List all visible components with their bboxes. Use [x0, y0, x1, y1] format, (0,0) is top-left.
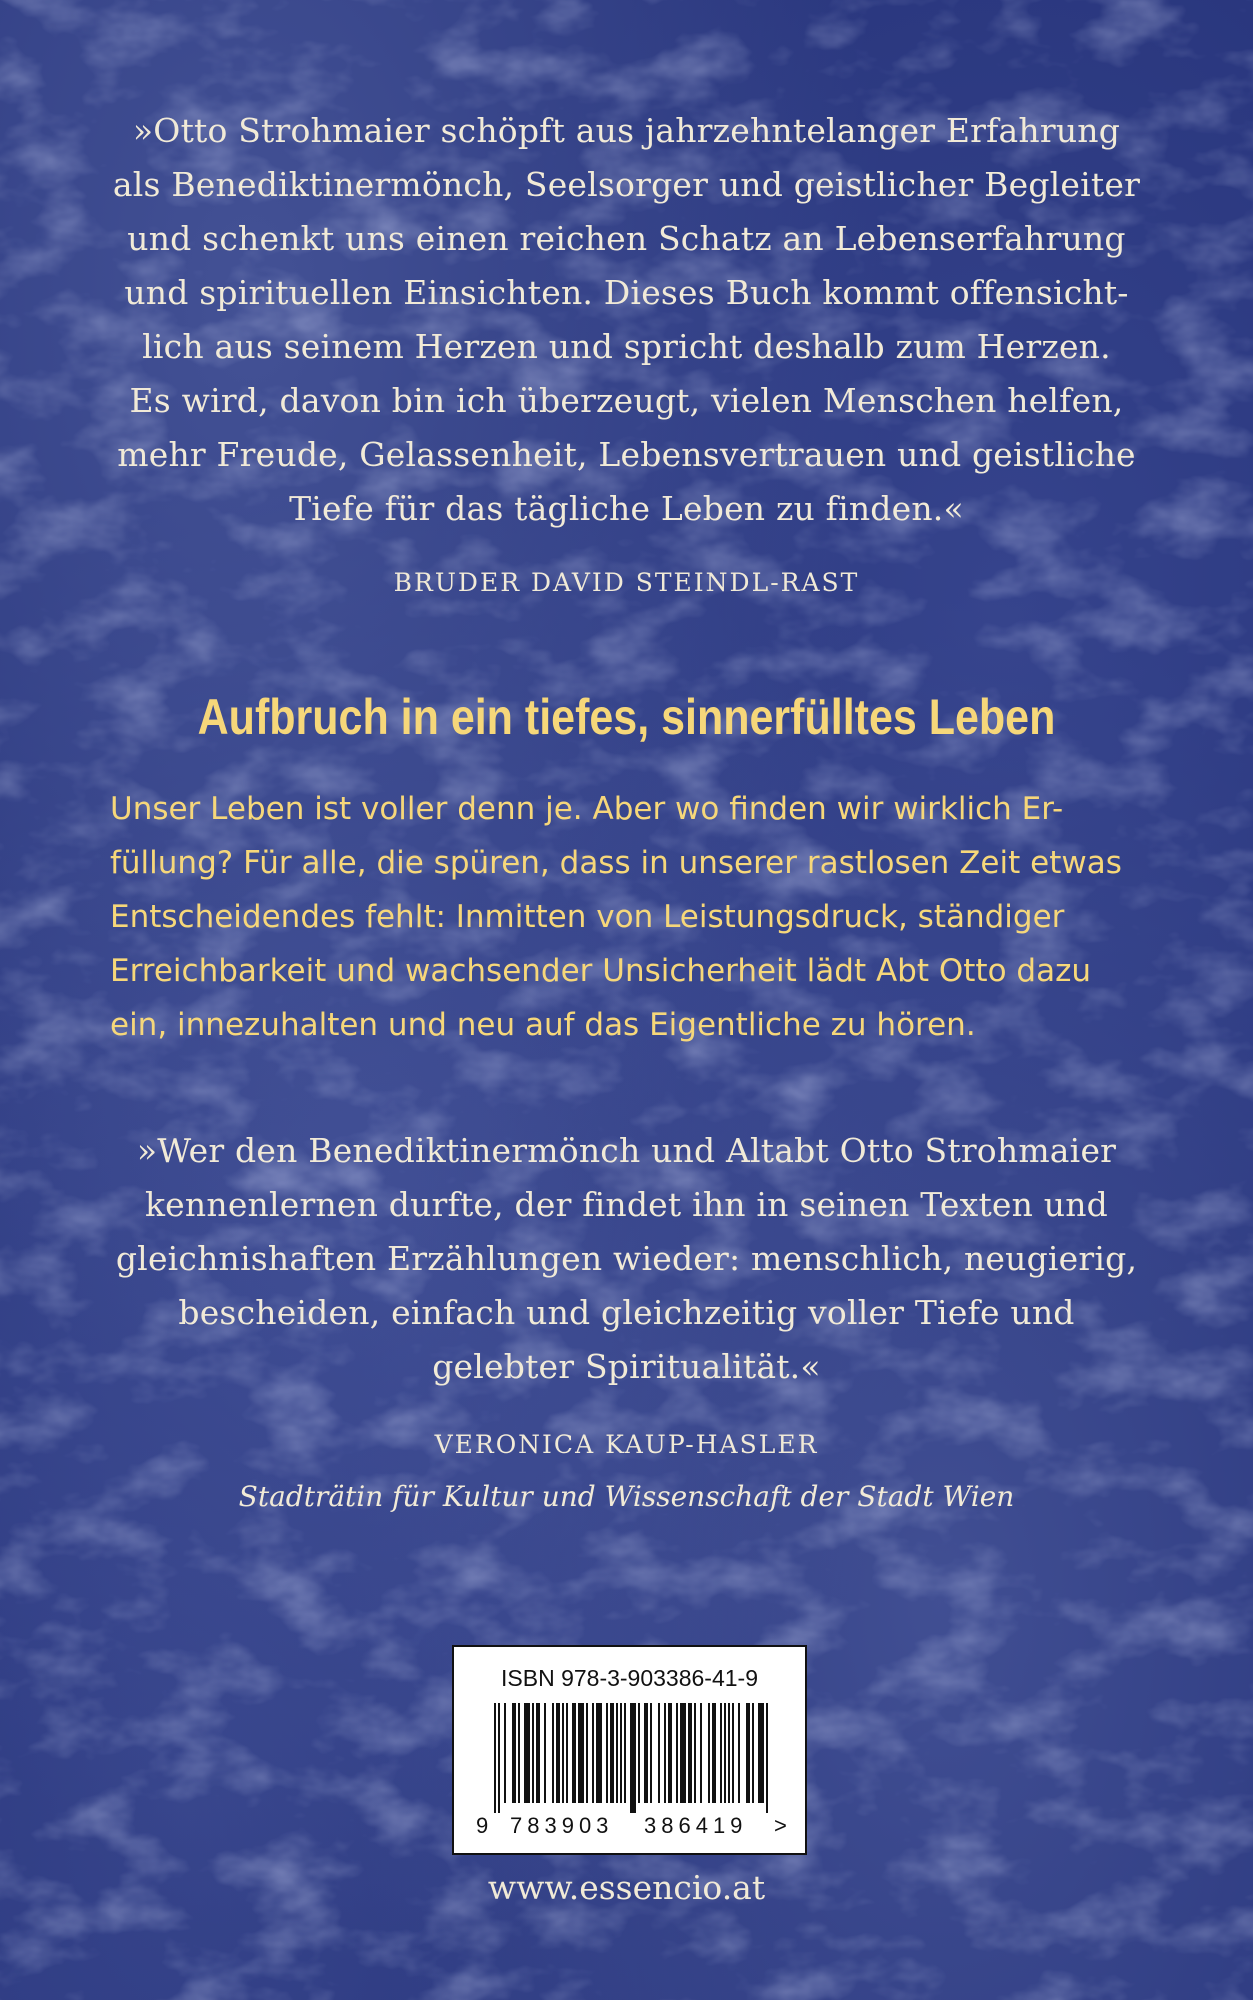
description-line: Unser Leben ist voller denn je. Aber wo finden wir wirklich Er- [110, 791, 1064, 827]
isbn-label: ISBN 978-3-903386-41-9 [501, 1665, 758, 1691]
barcode-bar [658, 1703, 660, 1803]
barcode-bar [498, 1703, 500, 1813]
quote-line: als Benediktinermönch, Seelsorger und geistlicher Begleiter [112, 165, 1141, 204]
barcode-bar [624, 1703, 626, 1803]
headline-wrapper [0, 688, 1253, 746]
quote-line: gleichnishaften Erzählungen wieder: menschlich, neugierig, [115, 1239, 1138, 1278]
barcode-bar [494, 1703, 496, 1813]
barcode-bar [552, 1703, 554, 1803]
quote-line: bescheiden, einfach und gleichzeitig voller Tiefe und [178, 1293, 1075, 1332]
description-line: füllung? Für alle, die spüren, dass in unserer rastlosen Zeit etwas [110, 845, 1122, 881]
barcode-bar [536, 1703, 540, 1803]
barcode-bar [766, 1703, 768, 1813]
barcode-bar [688, 1703, 692, 1803]
barcode-bar [644, 1703, 648, 1803]
barcode-bar [712, 1703, 716, 1803]
barcode-bar [758, 1703, 764, 1803]
barcode-bar [532, 1703, 534, 1803]
barcode-bar [720, 1703, 722, 1803]
barcode-bar [586, 1703, 588, 1803]
description-line: Entscheidendes fehlt: Inmitten von Leistungsdruck, ständiger [110, 899, 1065, 935]
quote-author-kaup-hasler: VERONICA KAUP-HASLER [434, 1430, 819, 1459]
barcode-bar [700, 1703, 702, 1803]
quote-author-role: Stadträtin für Kultur und Wissenschaft der Stadt Wien [238, 1480, 1015, 1513]
barcode-bar [724, 1703, 726, 1803]
barcode-bar [676, 1703, 678, 1803]
barcode-bar [606, 1703, 608, 1803]
quote-author-steindl-rast: BRUDER DAVID STEINDL-RAST [393, 568, 860, 597]
barcode-bar [512, 1703, 516, 1803]
quote-line: Tiefe für das tägliche Leben zu finden.« [289, 489, 964, 528]
barcode-bar [738, 1703, 740, 1803]
barcode-bar [620, 1703, 622, 1803]
barcode-bar [732, 1703, 734, 1803]
barcode-bar [650, 1703, 652, 1803]
barcode-graphic [492, 1703, 772, 1813]
barcode-bar [518, 1703, 520, 1803]
barcode-bar [664, 1703, 666, 1803]
quote-line: und spirituellen Einsichten. Dieses Buch kommt offensicht- [124, 273, 1129, 312]
barcode-bar [544, 1703, 546, 1803]
barcode-bar [556, 1703, 560, 1803]
quote-line: »Wer den Benediktinermönch und Altabt Otto Strohmaier [136, 1131, 1117, 1170]
barcode-bar [694, 1703, 696, 1803]
barcode-bar [680, 1703, 686, 1803]
barcode-bar [610, 1703, 614, 1803]
book-headline: Aufbruch in ein tiefes, sinnerfülltes Leben [197, 689, 1056, 745]
barcode-bar [578, 1703, 584, 1803]
quote-kaup-hasler [0, 1124, 1253, 1394]
isbn-barcode-box [452, 1645, 807, 1855]
quote-line: mehr Freude, Gelassenheit, Lebensvertrauen und geistliche [117, 435, 1136, 474]
barcode-digit-first: 9 [476, 1813, 489, 1838]
barcode-bar [708, 1703, 710, 1803]
quote-line: gelebter Spiritualität.« [432, 1347, 821, 1386]
barcode-bar [524, 1703, 530, 1803]
publisher-website: www.essencio.at [487, 1868, 766, 1907]
barcode-bar [562, 1703, 564, 1803]
barcode-bar [638, 1703, 640, 1803]
barcode-bar [668, 1703, 672, 1803]
description-line: ein, innezuhalten und neu auf das Eigentliche zu hören. [110, 1007, 976, 1043]
barcode-bar [616, 1703, 618, 1803]
barcode-bar [630, 1703, 636, 1813]
book-description [110, 782, 1150, 1052]
barcode-bar [566, 1703, 568, 1803]
barcode-bar [572, 1703, 576, 1803]
quote-line: »Otto Strohmaier schöpft aus jahrzehntelanger Erfahrung [132, 111, 1121, 150]
quote-line: kennenlernen durfte, der findet ihn in seinen Texten und [144, 1185, 1109, 1224]
quote-line: Es wird, davon bin ich überzeugt, vielen Menschen helfen, [129, 381, 1124, 420]
barcode-digits-right: 386419 [644, 1813, 748, 1838]
description-line: Erreichbarkeit und wachsender Unsicherheit lädt Abt Otto dazu [110, 953, 1091, 989]
barcode-bar [596, 1703, 602, 1803]
barcode-digit-end: > [774, 1813, 787, 1838]
quote-line: lich aus seinem Herzen und spricht deshalb zum Herzen. [142, 327, 1111, 366]
barcode-bar [746, 1703, 750, 1803]
barcode-digits-left: 783903 [510, 1813, 614, 1838]
barcode-bar [504, 1703, 506, 1803]
barcode-bar [752, 1703, 754, 1803]
quote-steindl-rast [0, 104, 1253, 536]
barcode-bar [728, 1703, 730, 1803]
barcode-bar [592, 1703, 594, 1803]
quote-line: und schenkt uns einen reichen Schatz an Lebenserfahrung [127, 219, 1126, 258]
